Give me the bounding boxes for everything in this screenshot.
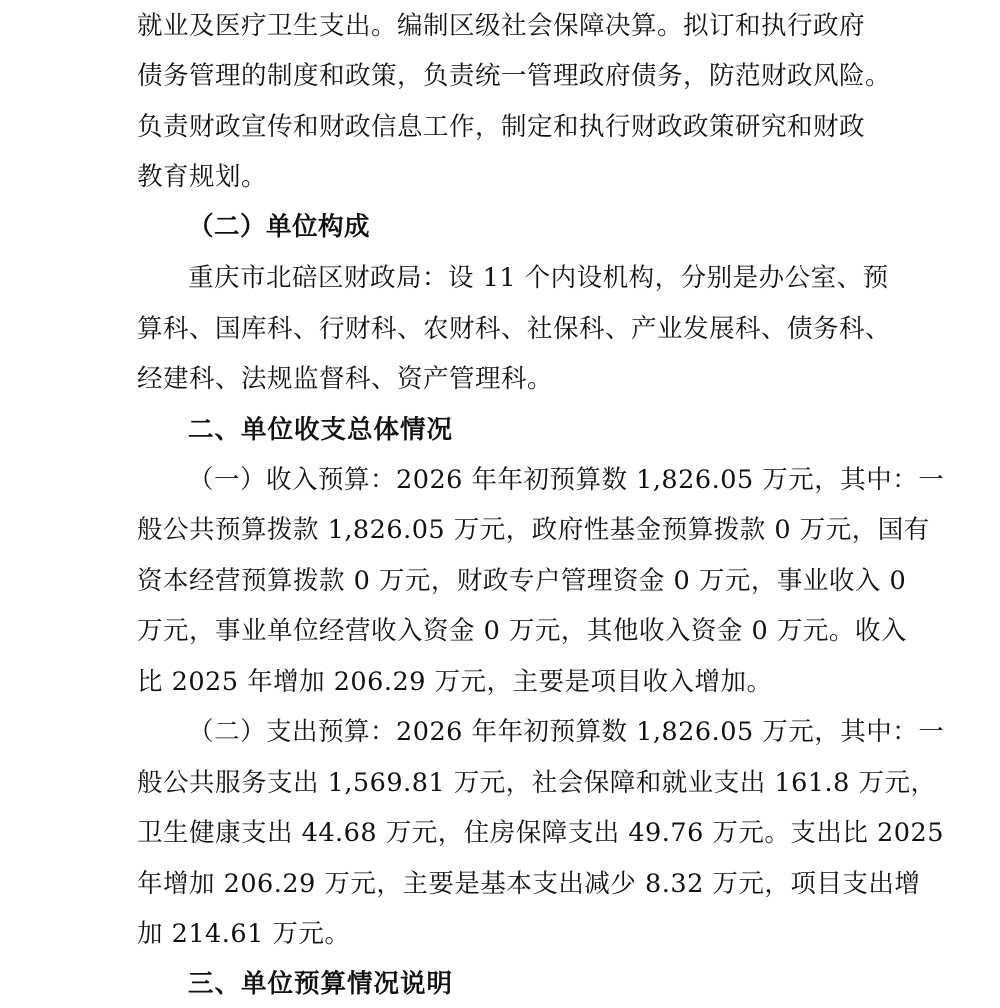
paragraph-line: 加 214.61 万元。	[137, 919, 351, 949]
paragraph-line: 就业及医疗卫生支出。编制区级社会保障决算。拟订和执行政府	[137, 11, 866, 41]
paragraph-line: （一）收入预算：2026 年年初预算数 1,826.05 万元，其中：一	[188, 465, 945, 495]
paragraph-line: 卫生健康支出 44.68 万元，住房保障支出 49.76 万元。支出比 2025	[137, 818, 944, 848]
paragraph-line: 资本经营预算拨款 0 万元，财政专户管理资金 0 万元，事业收入 0	[137, 566, 907, 596]
paragraph-line: 重庆市北碚区财政局：设 11 个内设机构，分别是办公室、预	[188, 263, 889, 293]
paragraph-line: 算科、国库科、行财科、农财科、社保科、产业发展科、债务科、	[137, 314, 892, 344]
subsection-heading-unit-composition: （二）单位构成	[188, 212, 371, 242]
paragraph-line: 年增加 206.29 万元，主要是基本支出减少 8.32 万元，项目支出增	[137, 869, 921, 899]
section-heading-overall-budget: 二、单位收支总体情况	[188, 415, 454, 445]
paragraph-line: 负责财政宣传和财政信息工作，制定和执行财政政策研究和财政	[137, 112, 866, 142]
paragraph-line: 债务管理的制度和政策，负责统一管理政府债务，防范财政风险。	[137, 61, 892, 91]
paragraph-line: 般公共预算拨款 1,826.05 万元，政府性基金预算拨款 0 万元，国有	[137, 515, 930, 545]
section-heading-budget-description: 三、单位预算情况说明	[188, 969, 454, 999]
paragraph-line: 比 2025 年增加 206.29 万元，主要是项目收入增加。	[137, 667, 773, 697]
paragraph-line: 经建科、法规监督科、资产管理科。	[137, 364, 554, 394]
paragraph-line: 教育规划。	[137, 162, 268, 192]
paragraph-line: 万元，事业单位经营收入资金 0 万元，其他收入资金 0 万元。收入	[137, 616, 907, 646]
paragraph-line: （二）支出预算：2026 年年初预算数 1,826.05 万元，其中：一	[188, 717, 945, 747]
paragraph-line: 般公共服务支出 1,569.81 万元，社会保障和就业支出 161.8 万元，	[137, 768, 937, 798]
